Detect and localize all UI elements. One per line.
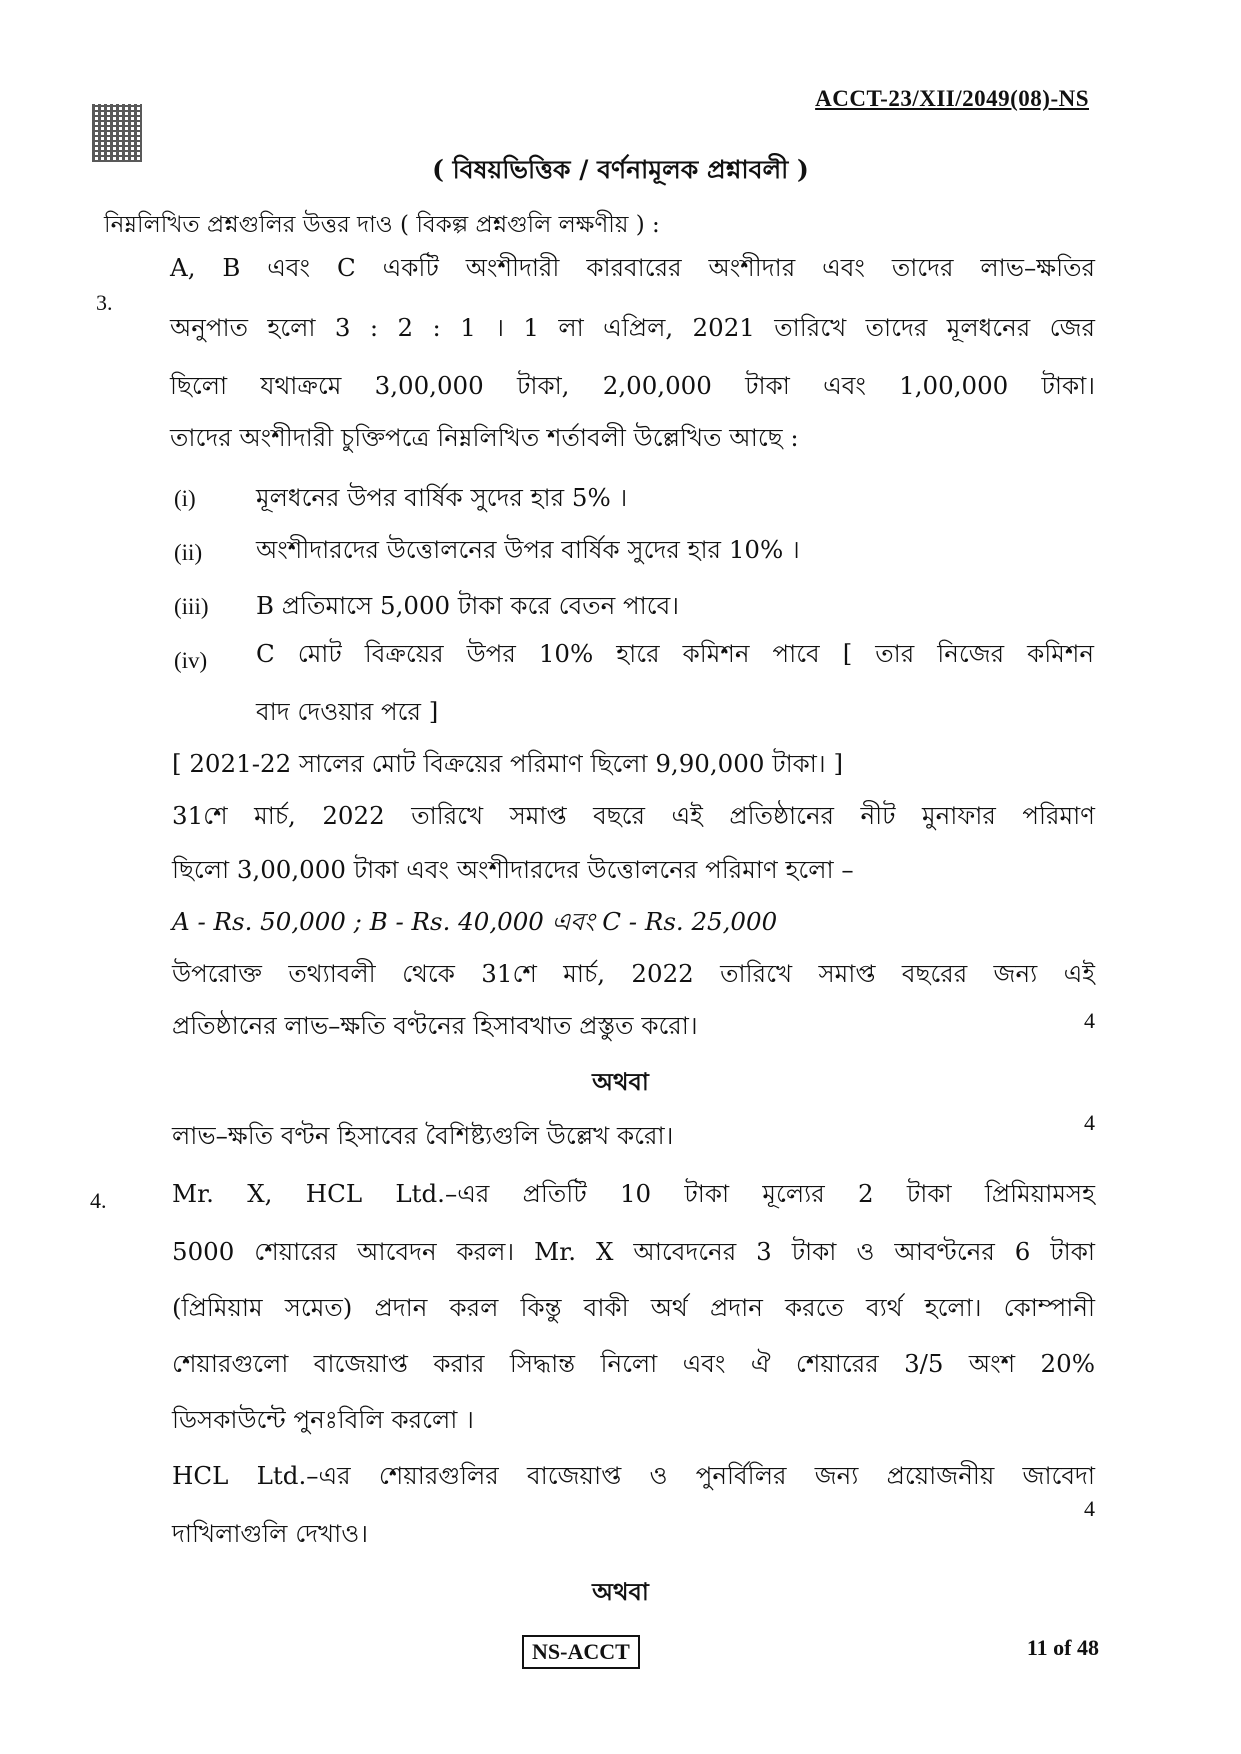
q4-marks: 4 bbox=[1084, 1496, 1095, 1521]
q3-line-1: A, B এবং C একটি অংশীদারী কারবারের অংশীদার এবং তাদের লাভ–ক্ষতির bbox=[170, 253, 1095, 282]
q4-line-5: ডিসকাউন্টে পুনঃবিলি করলো । bbox=[172, 1405, 474, 1434]
condition-text: মূলধনের উপর বার্ষিক সুদের হার 5% । bbox=[256, 483, 628, 512]
condition-number: (iii) bbox=[174, 594, 209, 619]
task-line-1: উপরোক্ত তথ্যাবলী থেকে 31শে মার্চ, 2022 তারিখে সমাপ্ত বছরের জন্য এই bbox=[172, 959, 1095, 988]
page-number: 11 of 48 bbox=[1026, 1635, 1099, 1660]
condition-iv-continued: বাদ দেওয়ার পরে ] bbox=[256, 697, 439, 726]
question-3-number: 3. bbox=[96, 290, 113, 315]
condition-number: (i) bbox=[174, 486, 196, 511]
profit-line-2: ছিলো 3,00,000 টাকা এবং অংশীদারদের উত্তোলনের পরিমাণ হলো – bbox=[172, 855, 854, 884]
q3-line-4: তাদের অংশীদারী চুক্তিপত্রে নিম্নলিখিত শর্তাবলী উল্লেখিত আছে : bbox=[170, 423, 799, 452]
profit-line-1: 31শে মার্চ, 2022 তারিখে সমাপ্ত বছরে এই প্রতিষ্ঠানের নীট মুনাফার পরিমাণ bbox=[172, 801, 1095, 830]
or-divider: অথবা bbox=[592, 1067, 649, 1096]
task-line-2: প্রতিষ্ঠানের লাভ–ক্ষতি বণ্টনের হিসাবখাত প্রস্তুত করো। bbox=[172, 1011, 698, 1040]
q4-line-4: শেয়ারগুলো বাজেয়াপ্ত করার সিদ্ধান্ত নিলো এবং ঐ শেয়ারের 3/5 অংশ 20% bbox=[172, 1349, 1095, 1378]
q4-task-line-1: HCL Ltd.–এর শেয়ারগুলির বাজেয়াপ্ত ও পুনর্বিলির জন্য প্রয়োজনীয় জাবেদা bbox=[172, 1461, 1095, 1490]
condition-text: অংশীদারদের উত্তোলনের উপর বার্ষিক সুদের হার 10% । bbox=[256, 535, 800, 564]
condition-number: (ii) bbox=[174, 540, 203, 565]
condition-text: C মোট বিক্রয়ের উপর 10% হারে কমিশন পাবে [ তার নিজের কমিশন bbox=[256, 639, 1094, 668]
condition-number: (iv) bbox=[174, 648, 208, 673]
q3-alternative: লাভ–ক্ষতি বণ্টন হিসাবের বৈশিষ্ট্যগুলি উল্লেখ করো। bbox=[172, 1121, 674, 1150]
question-4-number: 4. bbox=[90, 1188, 107, 1213]
drawings-line: A - Rs. 50,000 ; B - Rs. 40,000 এবং C - Rs. 25,000 bbox=[172, 907, 778, 936]
footer-code-box: NS-ACCT bbox=[522, 1635, 640, 1669]
q4-line-2: 5000 শেয়ারের আবেদন করল। Mr. X আবেদনের 3 টাকা ও আবণ্টনের 6 টাকা bbox=[172, 1237, 1095, 1266]
sales-note: [ 2021-22 সালের মোট বিক্রয়ের পরিমাণ ছিলো 9,90,000 টাকা। ] bbox=[172, 749, 844, 778]
q3-marks: 4 bbox=[1084, 1008, 1095, 1033]
q4-line-3: (প্রিমিয়াম সমেত) প্রদান করল কিন্তু বাকী অর্থ প্রদান করতে ব্যর্থ হলো। কোম্পানী bbox=[172, 1293, 1095, 1322]
q4-task-line-2: দাখিলাগুলি দেখাও। bbox=[172, 1519, 369, 1548]
condition-text: B প্রতিমাসে 5,000 টাকা করে বেতন পাবে। bbox=[256, 591, 680, 620]
paper-code: ACCT-23/XII/2049(08)-NS bbox=[815, 86, 1089, 111]
q3-line-3: ছিলো যথাক্রমে 3,00,000 টাকা, 2,00,000 টাকা এবং 1,00,000 টাকা। bbox=[170, 371, 1095, 400]
instruction: নিম্নলিখিত প্রশ্নগুলির উত্তর দাও ( বিকল্প প্রশ্নগুলি লক্ষণীয় ) : bbox=[104, 212, 660, 238]
or-divider: অথবা bbox=[592, 1577, 649, 1606]
q4-line-1: Mr. X, HCL Ltd.–এর প্রতিটি 10 টাকা মূল্যের 2 টাকা প্রিমিয়ামসহ bbox=[172, 1179, 1095, 1208]
q3-alt-marks: 4 bbox=[1084, 1110, 1095, 1135]
section-title: ( বিষয়ভিত্তিক / বর্ণনামূলক প্রশ্নাবলী ) bbox=[432, 155, 809, 184]
q3-line-2: অনুপাত হলো 3 : 2 : 1 । 1 লা এপ্রিল, 2021 তারিখে তাদের মূলধনের জের bbox=[170, 313, 1095, 342]
